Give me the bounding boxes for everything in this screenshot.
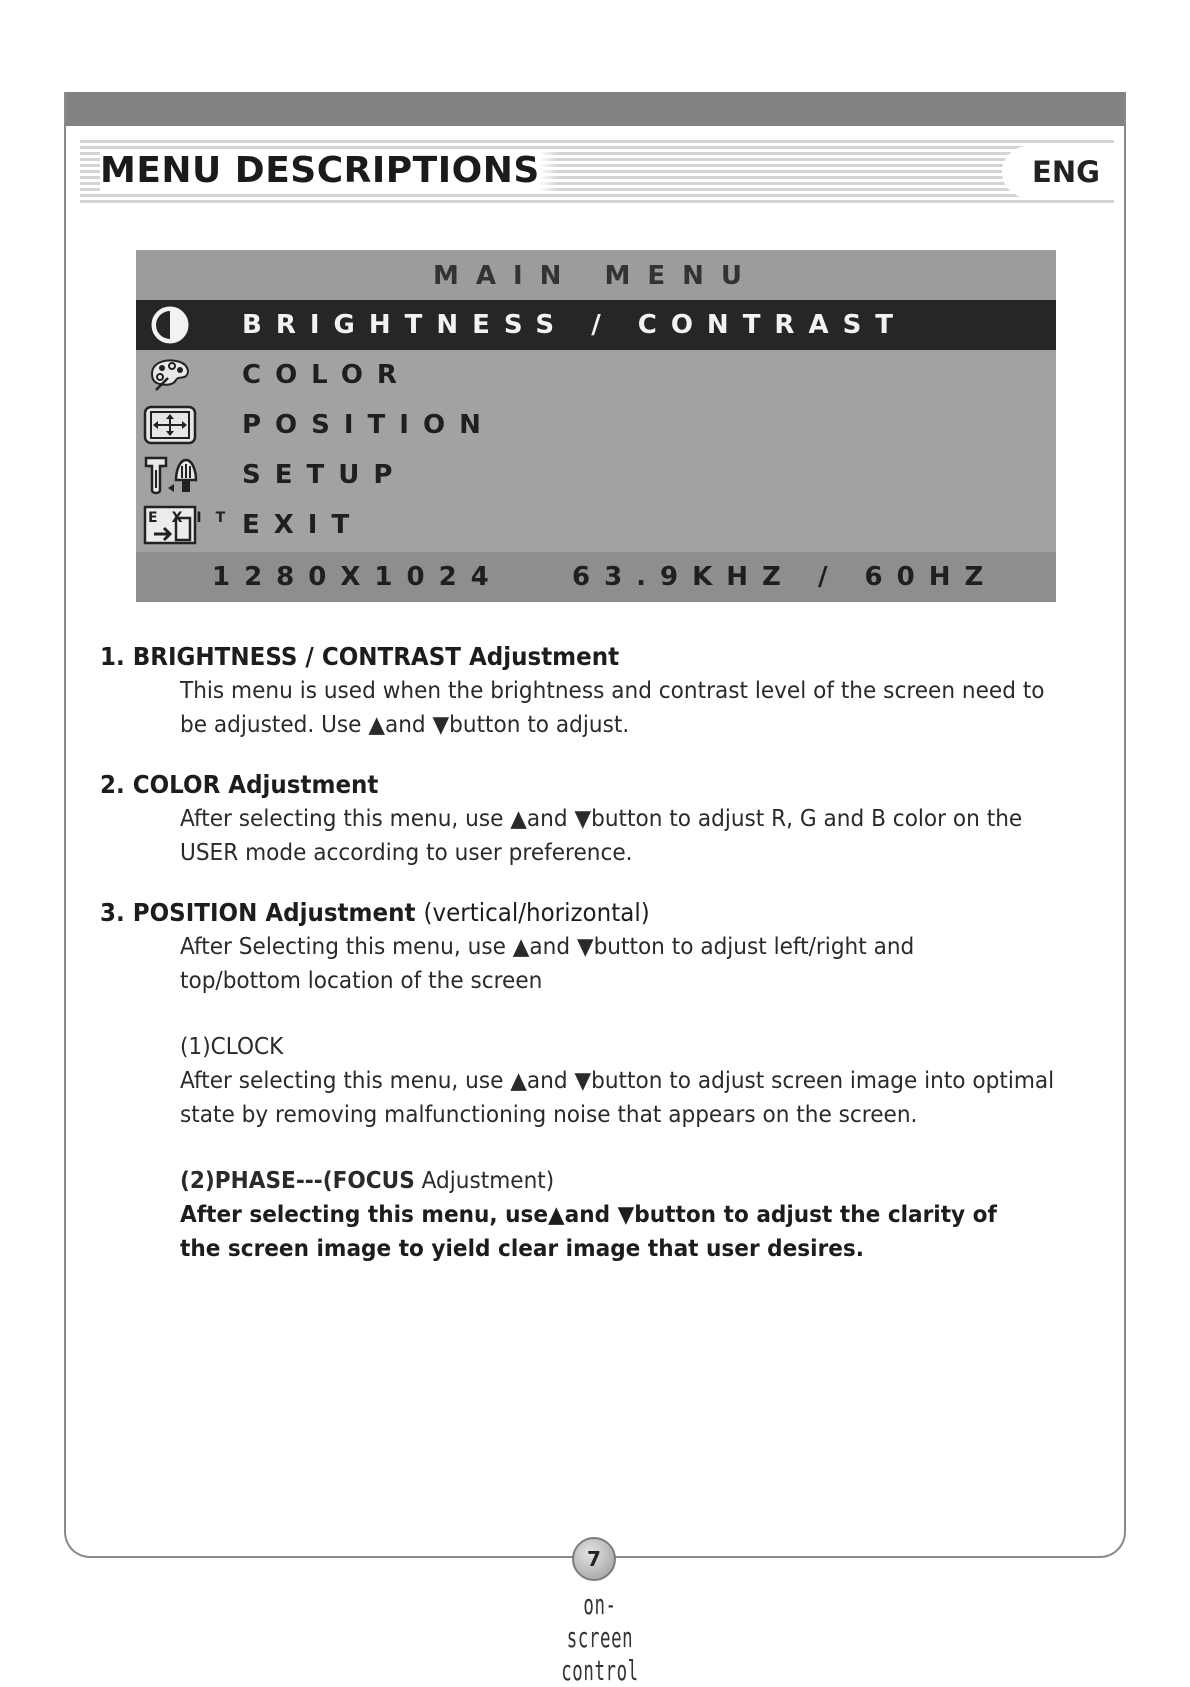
subsection-text: After selecting this menu, use▲and ▼button to adjust the clarity of the screen image to yield clear image that user desires. xyxy=(180,1202,997,1262)
position-arrows-icon xyxy=(142,405,198,445)
osd-item-label: SETUP xyxy=(242,460,407,490)
osd-item-label: EXIT xyxy=(242,510,364,540)
subsection-heading: (1)CLOCK xyxy=(180,1034,284,1060)
subsection-heading-light: Adjustment) xyxy=(421,1168,555,1194)
subsection-heading xyxy=(180,1164,1026,1198)
section-heading: 2. COLOR Adjustment xyxy=(100,770,379,799)
osd-status-bar xyxy=(136,552,1056,602)
osd-item-position[interactable] xyxy=(136,400,1056,450)
section-heading xyxy=(100,896,1002,930)
page-number: 7 xyxy=(572,1537,616,1581)
section-heading-light: (vertical/horizontal) xyxy=(423,898,650,927)
section-text: This menu is used when the brightness and contrast level of the screen need to be adjusted. Use ▲and ▼button to adjust. xyxy=(180,678,1045,738)
language-badge: ENG xyxy=(1002,146,1114,198)
page-header xyxy=(80,140,1114,206)
section-heading-bold: 3. POSITION Adjustment xyxy=(100,898,416,927)
main-menu-osd xyxy=(136,250,1056,602)
contrast-icon xyxy=(142,305,198,345)
osd-item-exit[interactable] xyxy=(136,500,1056,550)
osd-item-brightness-contrast[interactable] xyxy=(136,300,1056,350)
osd-item-label: POSITION xyxy=(242,410,495,440)
section-text: After Selecting this menu, use ▲and ▼button to adjust left/right and top/bottom location of the screen xyxy=(180,934,915,994)
section-text: After selecting this menu, use ▲and ▼button to adjust R, G and B color on the USER mode according to user preference. xyxy=(180,806,1023,866)
footer-caption: on-screen control xyxy=(561,1588,639,1687)
osd-item-setup[interactable] xyxy=(136,450,1056,500)
descriptions xyxy=(100,640,1080,1266)
exit-icon-text: EXIT xyxy=(148,510,240,526)
osd-item-label: COLOR xyxy=(242,360,411,390)
subsection-heading-bold: (2)PHASE---(FOCUS xyxy=(180,1168,415,1194)
setup-tools-icon xyxy=(142,455,198,495)
resolution-readout: 1280X1024 xyxy=(212,562,503,592)
palette-icon xyxy=(142,355,198,395)
subsection-text: After selecting this menu, use ▲and ▼button to adjust screen image into optimal state by removing malfunctioning noise that appears on the screen. xyxy=(180,1068,1055,1128)
exit-icon xyxy=(142,505,240,545)
frequency-readout: 63.9KHZ / 60HZ xyxy=(572,562,998,592)
osd-item-color[interactable] xyxy=(136,350,1056,400)
page-title: MENU DESCRIPTIONS xyxy=(100,150,558,191)
section-heading: 1. BRIGHTNESS / CONTRAST Adjustment xyxy=(100,642,620,671)
osd-title: MAIN MENU xyxy=(136,250,1056,300)
osd-item-label: BRIGHTNESS / CONTRAST xyxy=(242,310,908,340)
